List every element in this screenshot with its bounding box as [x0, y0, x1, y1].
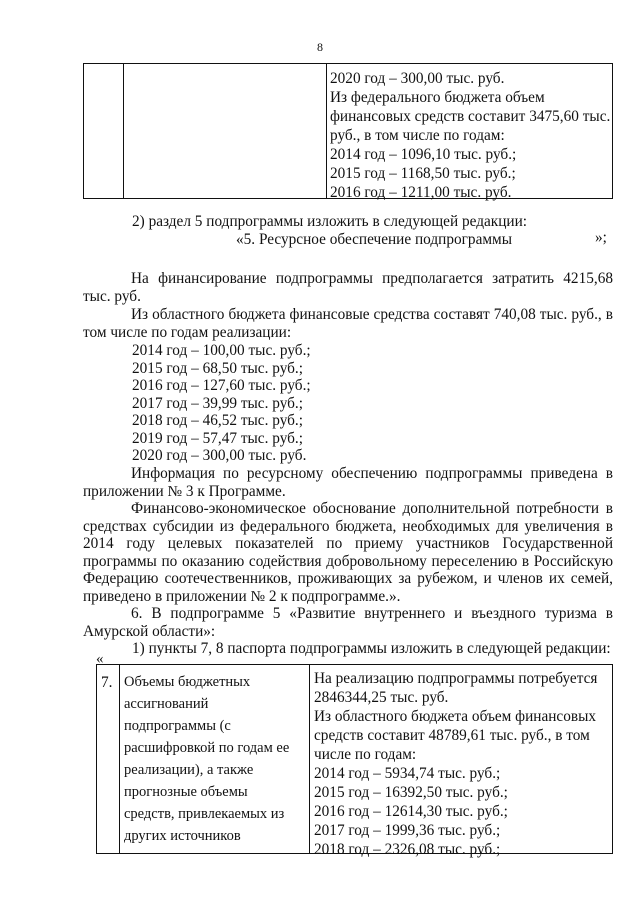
left-cell-line: средств, привлекаемых из — [124, 806, 285, 822]
right-cell-line: 2015 год – 16392,50 тыс. руб.; — [314, 784, 508, 801]
bottom-table-right-cell — [314, 669, 597, 859]
year-line: 2020 год – 300,00 тыс. руб. — [132, 447, 307, 464]
right-cell-line: На реализацию подпрограммы потребуется — [314, 670, 598, 687]
top-table-line: 2020 год – 300,00 тыс. руб. — [330, 70, 505, 87]
left-cell-line: Объемы бюджетных — [124, 674, 251, 690]
closing-quote: »; — [595, 229, 607, 246]
top-table — [83, 63, 613, 199]
right-cell-line: 2016 год – 12614,30 тыс. руб.; — [314, 803, 508, 820]
regional-budget-text: Из областного бюджета финансовые средства составят 740,08 тыс. руб., в том числе по годам реализации: — [83, 306, 613, 341]
opening-quote: « — [96, 651, 104, 667]
top-table-line: руб., в том числе по годам: — [330, 127, 505, 144]
top-table-line: финансовых средств составит 3475,60 тыс. — [330, 108, 611, 125]
info-text: Информация по ресурсному обеспечению подпрограммы приведена в приложении № 3 к Программе. — [83, 465, 613, 500]
bottom-table-divider-2 — [309, 665, 310, 853]
top-table-line: 2014 год – 1096,10 тыс. руб.; — [330, 146, 517, 163]
bottom-table — [96, 664, 613, 858]
row-number-cell — [101, 673, 112, 692]
right-cell-line: 2014 год – 5934,74 тыс. руб.; — [314, 765, 501, 782]
right-cell-line: 2017 год – 1999,36 тыс. руб.; — [314, 822, 501, 839]
section5-title: «5. Ресурсное обеспечение подпрограммы — [236, 231, 512, 248]
right-cell-line: 2846344,25 тыс. руб. — [314, 689, 449, 706]
right-cell-line: 2018 год – 2326,08 тыс. руб.; — [314, 841, 501, 858]
top-table-right-cell — [330, 69, 610, 202]
left-cell-line: других источников — [124, 828, 241, 844]
left-cell-line: расшифровкой по годам ее — [124, 740, 290, 756]
justification-text: Финансово-экономическое обоснование дополнительной потребности в средствах субсидии из федерального бюджета, необходимых для увеличения в 2014 году целевых показателей по приему участников Государственной программы по оказанию содействия добровольному переселению в Российскую Федерацию соотечественников, проживающих за рубежом, и членов их семей, приведено в приложении № 2 к подпрограмме.». — [83, 500, 613, 605]
left-cell-line: прогнозные объемы — [124, 784, 248, 800]
justification-paragraph — [83, 500, 613, 605]
top-table-divider-1 — [123, 64, 124, 198]
top-table-line: 2016 год – 1211,00 тыс. руб. — [330, 184, 512, 201]
left-cell-line: реализации), а также — [124, 762, 254, 778]
year-line: 2017 год – 39,99 тыс. руб.; — [132, 395, 303, 412]
regional-budget-paragraph — [83, 306, 613, 341]
info-paragraph — [83, 465, 613, 500]
year-line: 2015 год – 68,50 тыс. руб.; — [132, 360, 303, 377]
bottom-table-divider-1 — [119, 665, 120, 853]
year-line: 2018 год – 46,52 тыс. руб.; — [132, 412, 303, 429]
page-number: 8 — [317, 40, 323, 54]
right-cell-line: средств составит 48789,61 тыс. руб., в том — [314, 727, 590, 744]
item6-text: 6. В подпрограмме 5 «Развитие внутреннего и въездного туризма в Амурской области»: — [83, 605, 613, 640]
right-cell-line: числе по годам: — [314, 746, 417, 763]
top-table-line: 2015 год – 1168,50 тыс. руб.; — [330, 165, 516, 182]
top-table-divider-2 — [326, 64, 327, 198]
financing-text: На финансирование подпрограммы предполагается затратить 4215,68 тыс. руб. — [83, 270, 613, 305]
financing-paragraph — [83, 270, 613, 305]
section2-heading: 2) раздел 5 подпрограммы изложить в следующей редакции: — [132, 213, 528, 230]
left-cell-line: ассигнований — [124, 696, 209, 712]
bottom-table-left-cell — [124, 671, 289, 847]
row-number: 7. — [101, 674, 113, 691]
left-cell-line: подпрограммы (с — [124, 718, 231, 734]
item6-paragraph — [83, 605, 613, 640]
year-line: 2016 год – 127,60 тыс. руб.; — [132, 377, 311, 394]
year-line: 2019 год – 57,47 тыс. руб.; — [132, 430, 303, 447]
top-table-line: Из федерального бюджета объем — [330, 89, 545, 106]
item1-line: 1) пункты 7, 8 паспорта подпрограммы изложить в следующей редакции: — [132, 640, 611, 657]
year-line: 2014 год – 100,00 тыс. руб.; — [132, 342, 311, 359]
right-cell-line: Из областного бюджета объем финансовых — [314, 708, 597, 725]
